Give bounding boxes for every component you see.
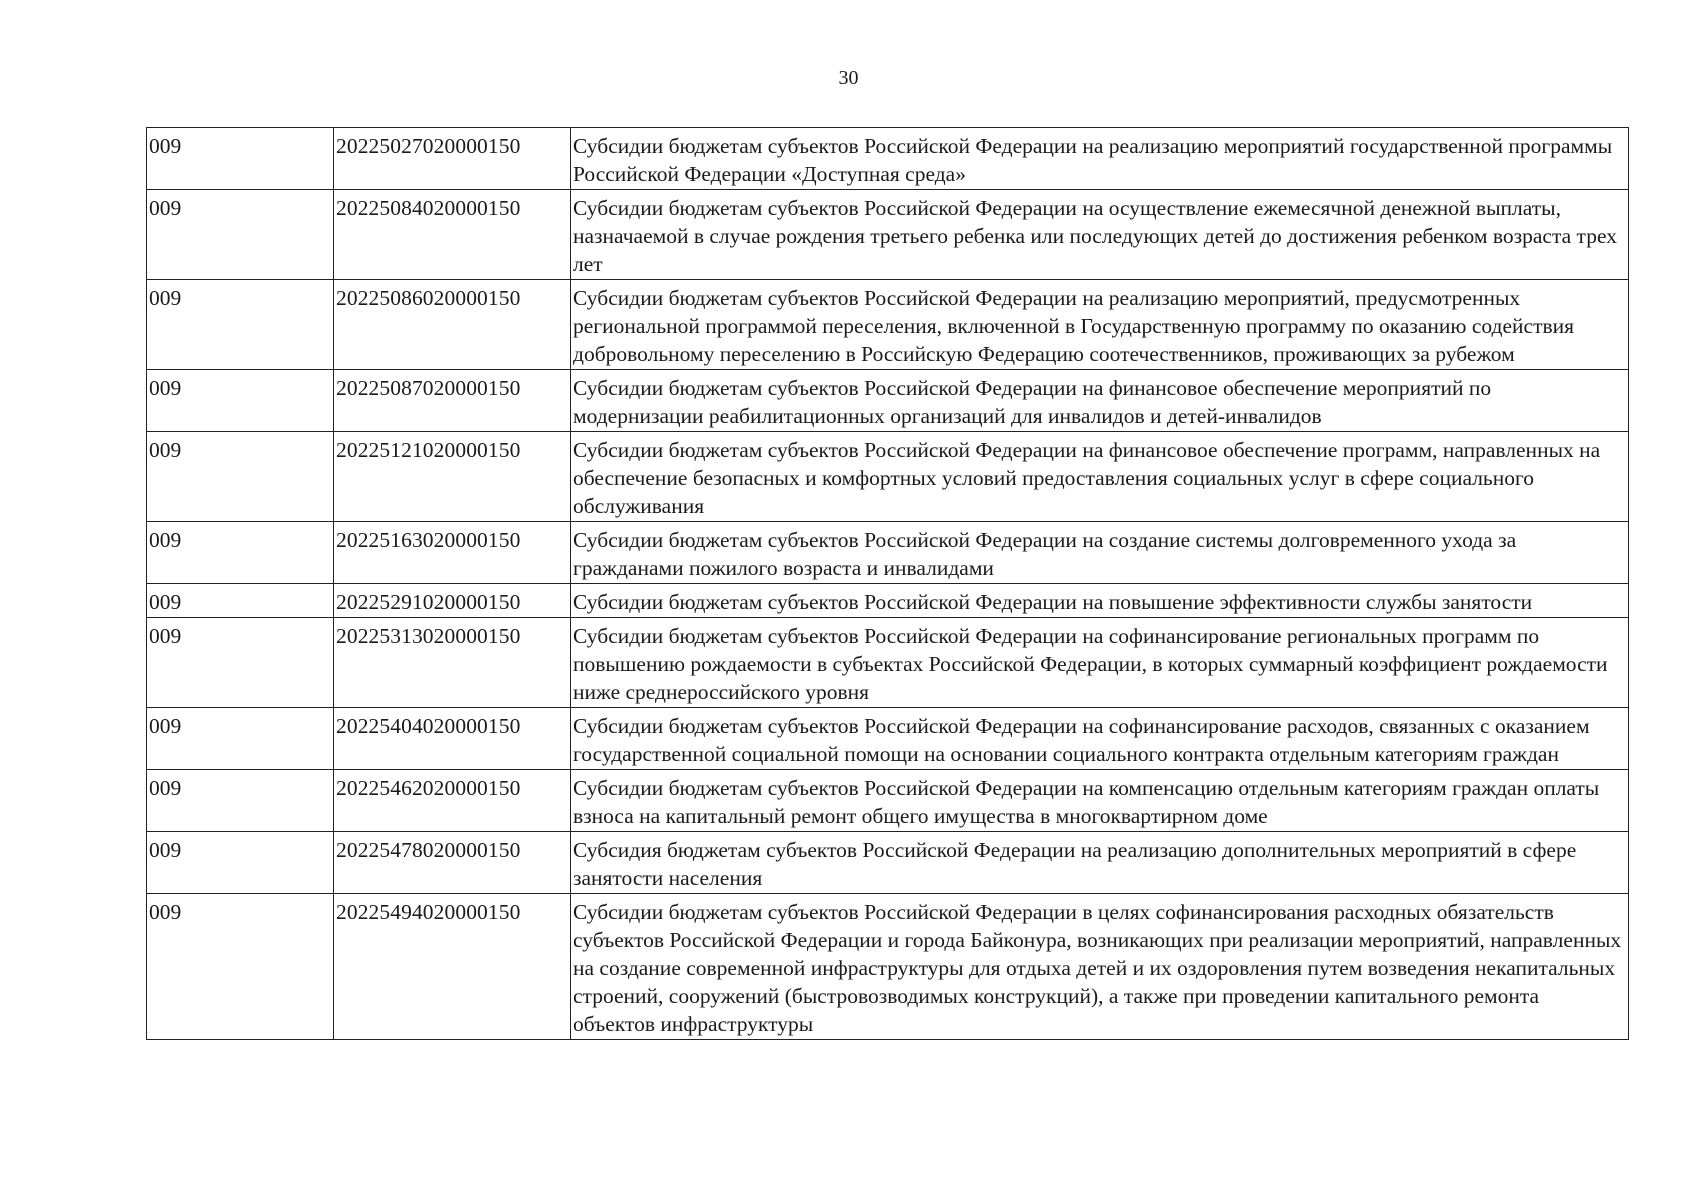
budget-code-cell: 20225494020000150 [334,894,571,1040]
admin-code-cell: 009 [147,618,334,708]
admin-code-cell: 009 [147,280,334,370]
revenue-name-cell: Субсидии бюджетам субъектов Российской Федерации на финансовое обеспечение мероприятий по модернизации реабилитационных организаций для инвалидов и детей-инвалидов [571,370,1629,432]
budget-code-cell: 20225313020000150 [334,618,571,708]
budget-code-cell: 20225027020000150 [334,128,571,190]
revenue-name-cell: Субсидии бюджетам субъектов Российской Федерации на софинансирование расходов, связанных с оказанием государственной социальной помощи на основании социального контракта отдельным категориям граждан [571,708,1629,770]
admin-code-cell: 009 [147,832,334,894]
budget-code-cell: 20225404020000150 [334,708,571,770]
table-row [147,770,1629,832]
revenue-name-cell: Субсидии бюджетам субъектов Российской Федерации на реализацию мероприятий, предусмотренных региональной программой переселения, включенной в Государственную программу по оказанию содействия добровольному переселению в Российскую Федерацию соотечественников, проживающих за рубежом [571,280,1629,370]
revenue-name-cell: Субсидии бюджетам субъектов Российской Федерации на реализацию мероприятий государственной программы Российской Федерации «Доступная среда» [571,128,1629,190]
revenue-name-cell: Субсидии бюджетам субъектов Российской Федерации в целях софинансирования расходных обязательств субъектов Российской Федерации и города Байконура, возникающих при реализации мероприятий, направленных на создание современной инфраструктуры для отдыха детей и их оздоровления путем возведения некапитальных строений, сооружений (быстровозводимых конструкций), а также при проведении капитального ремонта объектов инфраструктуры [571,894,1629,1040]
revenue-name-cell: Субсидии бюджетам субъектов Российской Федерации на софинансирование региональных программ по повышению рождаемости в субъектах Российской Федерации, в которых суммарный коэффициент рождаемости ниже среднероссийского уровня [571,618,1629,708]
table-row [147,618,1629,708]
admin-code-cell: 009 [147,370,334,432]
revenue-name-cell: Субсидии бюджетам субъектов Российской Федерации на создание системы долговременного ухода за гражданами пожилого возраста и инвалидами [571,522,1629,584]
budget-code-cell: 20225084020000150 [334,190,571,280]
table-row [147,370,1629,432]
budget-code-cell: 20225121020000150 [334,432,571,522]
page-number: 30 [838,67,859,89]
table-row [147,708,1629,770]
revenue-name-cell: Субсидии бюджетам субъектов Российской Федерации на компенсацию отдельным категориям граждан оплаты взноса на капитальный ремонт общего имущества в многоквартирном доме [571,770,1629,832]
budget-code-cell: 20225163020000150 [334,522,571,584]
table-row [147,280,1629,370]
table-row [147,432,1629,522]
table-row [147,522,1629,584]
budget-code-cell: 20225478020000150 [334,832,571,894]
revenue-name-cell: Субсидии бюджетам субъектов Российской Федерации на финансовое обеспечение программ, направленных на обеспечение безопасных и комфортных условий предоставления социальных услуг в сфере социального обслуживания [571,432,1629,522]
table-row [147,190,1629,280]
table-row [147,894,1629,1040]
admin-code-cell: 009 [147,522,334,584]
admin-code-cell: 009 [147,432,334,522]
admin-code-cell: 009 [147,708,334,770]
table-row [147,128,1629,190]
admin-code-cell: 009 [147,584,334,618]
budget-code-cell: 20225087020000150 [334,370,571,432]
table-row [147,832,1629,894]
budget-code-cell: 20225462020000150 [334,770,571,832]
revenue-name-cell: Субсидии бюджетам субъектов Российской Федерации на осуществление ежемесячной денежной выплаты, назначаемой в случае рождения третьего ребенка или последующих детей до достижения ребенком возраста трех лет [571,190,1629,280]
revenue-name-cell: Субсидии бюджетам субъектов Российской Федерации на повышение эффективности службы занятости [571,584,1629,618]
budget-code-cell: 20225291020000150 [334,584,571,618]
table-row [147,584,1629,618]
admin-code-cell: 009 [147,894,334,1040]
table-body [147,128,1629,1040]
admin-code-cell: 009 [147,770,334,832]
budget-codes-table [146,127,1629,1040]
admin-code-cell: 009 [147,190,334,280]
revenue-name-cell: Субсидия бюджетам субъектов Российской Федерации на реализацию дополнительных мероприятий в сфере занятости населения [571,832,1629,894]
budget-code-cell: 20225086020000150 [334,280,571,370]
admin-code-cell: 009 [147,128,334,190]
